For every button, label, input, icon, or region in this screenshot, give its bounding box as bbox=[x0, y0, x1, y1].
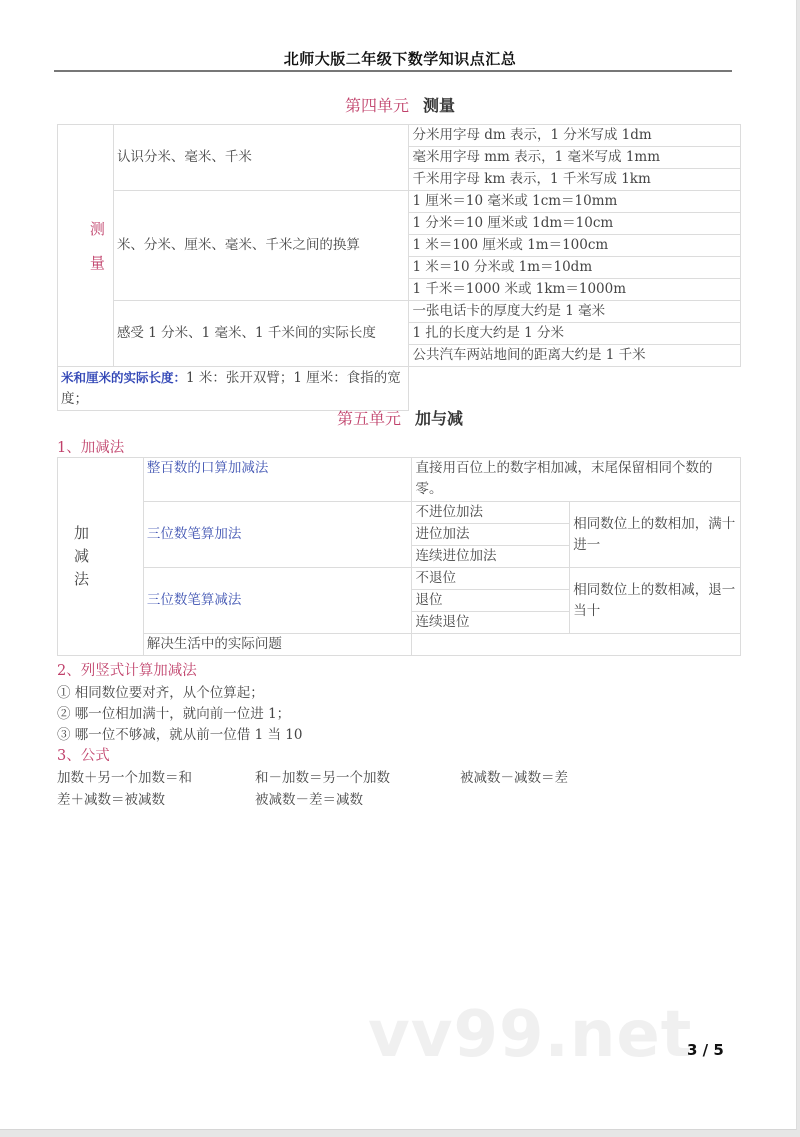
topic-cell: 三位数笔算减法 bbox=[143, 568, 412, 634]
item-cell: 分米用字母 dm 表示，1 分米写成 1dm bbox=[409, 125, 741, 147]
type-cell: 退位 bbox=[412, 590, 570, 612]
title-divider bbox=[54, 70, 732, 72]
item-cell: 毫米用字母 mm 表示，1 毫米写成 1mm bbox=[409, 147, 741, 169]
item-cell: 1 米＝100 厘米或 1m＝100cm bbox=[409, 235, 741, 257]
add-subtract-table bbox=[57, 457, 741, 656]
rule-cell: 相同数位上的数相减，退一当十 bbox=[570, 568, 741, 634]
item-cell: 1 分米＝10 厘米或 1dm＝10cm bbox=[409, 213, 741, 235]
side-char-2: 减 bbox=[74, 547, 90, 565]
rule-cell: 相同数位上的数相加，满十进一 bbox=[570, 502, 741, 568]
watermark: vv99.net bbox=[368, 998, 693, 1072]
unit4-number: 第四单元 bbox=[344, 96, 409, 115]
item-cell: 一张电话卡的厚度大约是 1 毫米 bbox=[409, 301, 741, 323]
actual-length-note bbox=[58, 367, 409, 411]
actual-length-label: 米和厘米的实际长度： bbox=[61, 370, 187, 385]
document-title: 北师大版二年级下数学知识点汇总 bbox=[283, 50, 517, 68]
item-cell: 千米用字母 km 表示，1 千米写成 1km bbox=[409, 169, 741, 191]
item-cell: 1 千米＝1000 米或 1km＝1000m bbox=[409, 279, 741, 301]
formula-4: 差＋减数＝被减数 bbox=[57, 792, 165, 808]
item-cell: 1 厘米＝10 毫米或 1cm＝10mm bbox=[409, 191, 741, 213]
rule-item-1: ① 相同数位要对齐，从个位算起； bbox=[57, 685, 264, 701]
actual-length-text: 1 米：张开双臂；1 厘米：食指的宽度； bbox=[61, 370, 401, 407]
unit4-heading bbox=[0, 93, 800, 116]
formula-1: 加数＋另一个加数＝和 bbox=[57, 770, 192, 786]
item-cell: 1 米＝10 分米或 1m＝10dm bbox=[409, 257, 741, 279]
page-indicator: 3 / 5 bbox=[687, 1041, 724, 1059]
side-char-1: 测 bbox=[89, 219, 105, 238]
item-cell: 公共汽车两站地间的距离大约是 1 千米 bbox=[409, 345, 741, 367]
measurement-side-label bbox=[58, 125, 114, 367]
section3-title: 3、公式 bbox=[57, 748, 110, 764]
formula-2: 和－加数＝另一个加数 bbox=[255, 770, 390, 786]
type-cell: 不进位加法 bbox=[412, 502, 570, 524]
formula-5: 被减数－差＝减数 bbox=[255, 792, 363, 808]
type-cell: 连续退位 bbox=[412, 612, 570, 634]
side-char-3: 法 bbox=[74, 570, 90, 588]
type-cell: 连续进位加法 bbox=[412, 546, 570, 568]
type-cell: 不退位 bbox=[412, 568, 570, 590]
desc-cell: 直接用百位上的数字相加减，末尾保留相同个数的零。 bbox=[412, 458, 741, 502]
desc-cell bbox=[412, 634, 741, 656]
side-char-1: 加 bbox=[74, 524, 90, 542]
unit5-heading bbox=[0, 406, 800, 429]
topic-cell: 整百数的口算加减法 bbox=[143, 458, 412, 502]
rule-item-3: ③ 哪一位不够减，就从前一位借 1 当 10 bbox=[57, 727, 303, 743]
rule-item-2: ② 哪一位相加满十，就向前一位进 1； bbox=[57, 706, 291, 722]
topic-cell: 感受 1 分米、1 毫米、1 千米间的实际长度 bbox=[113, 301, 409, 367]
add-subtract-side-label bbox=[58, 458, 144, 656]
topic-cell: 三位数笔算加法 bbox=[143, 502, 412, 568]
item-cell: 1 扎的长度大约是 1 分米 bbox=[409, 323, 741, 345]
unit5-number: 第五单元 bbox=[336, 409, 401, 428]
topic-cell: 米、分米、厘米、毫米、千米之间的换算 bbox=[113, 191, 409, 301]
formula-3: 被减数－减数＝差 bbox=[460, 770, 568, 786]
unit4-name: 测量 bbox=[423, 96, 456, 115]
topic-cell: 认识分米、毫米、千米 bbox=[113, 125, 409, 191]
side-char-2: 量 bbox=[89, 253, 105, 272]
topic-cell: 解决生活中的实际问题 bbox=[143, 634, 412, 656]
unit5-name: 加与减 bbox=[415, 409, 464, 428]
type-cell: 进位加法 bbox=[412, 524, 570, 546]
section2-title: 2、列竖式计算加减法 bbox=[57, 663, 197, 679]
section1-title: 1、加减法 bbox=[57, 440, 125, 456]
measurement-table bbox=[57, 124, 741, 411]
